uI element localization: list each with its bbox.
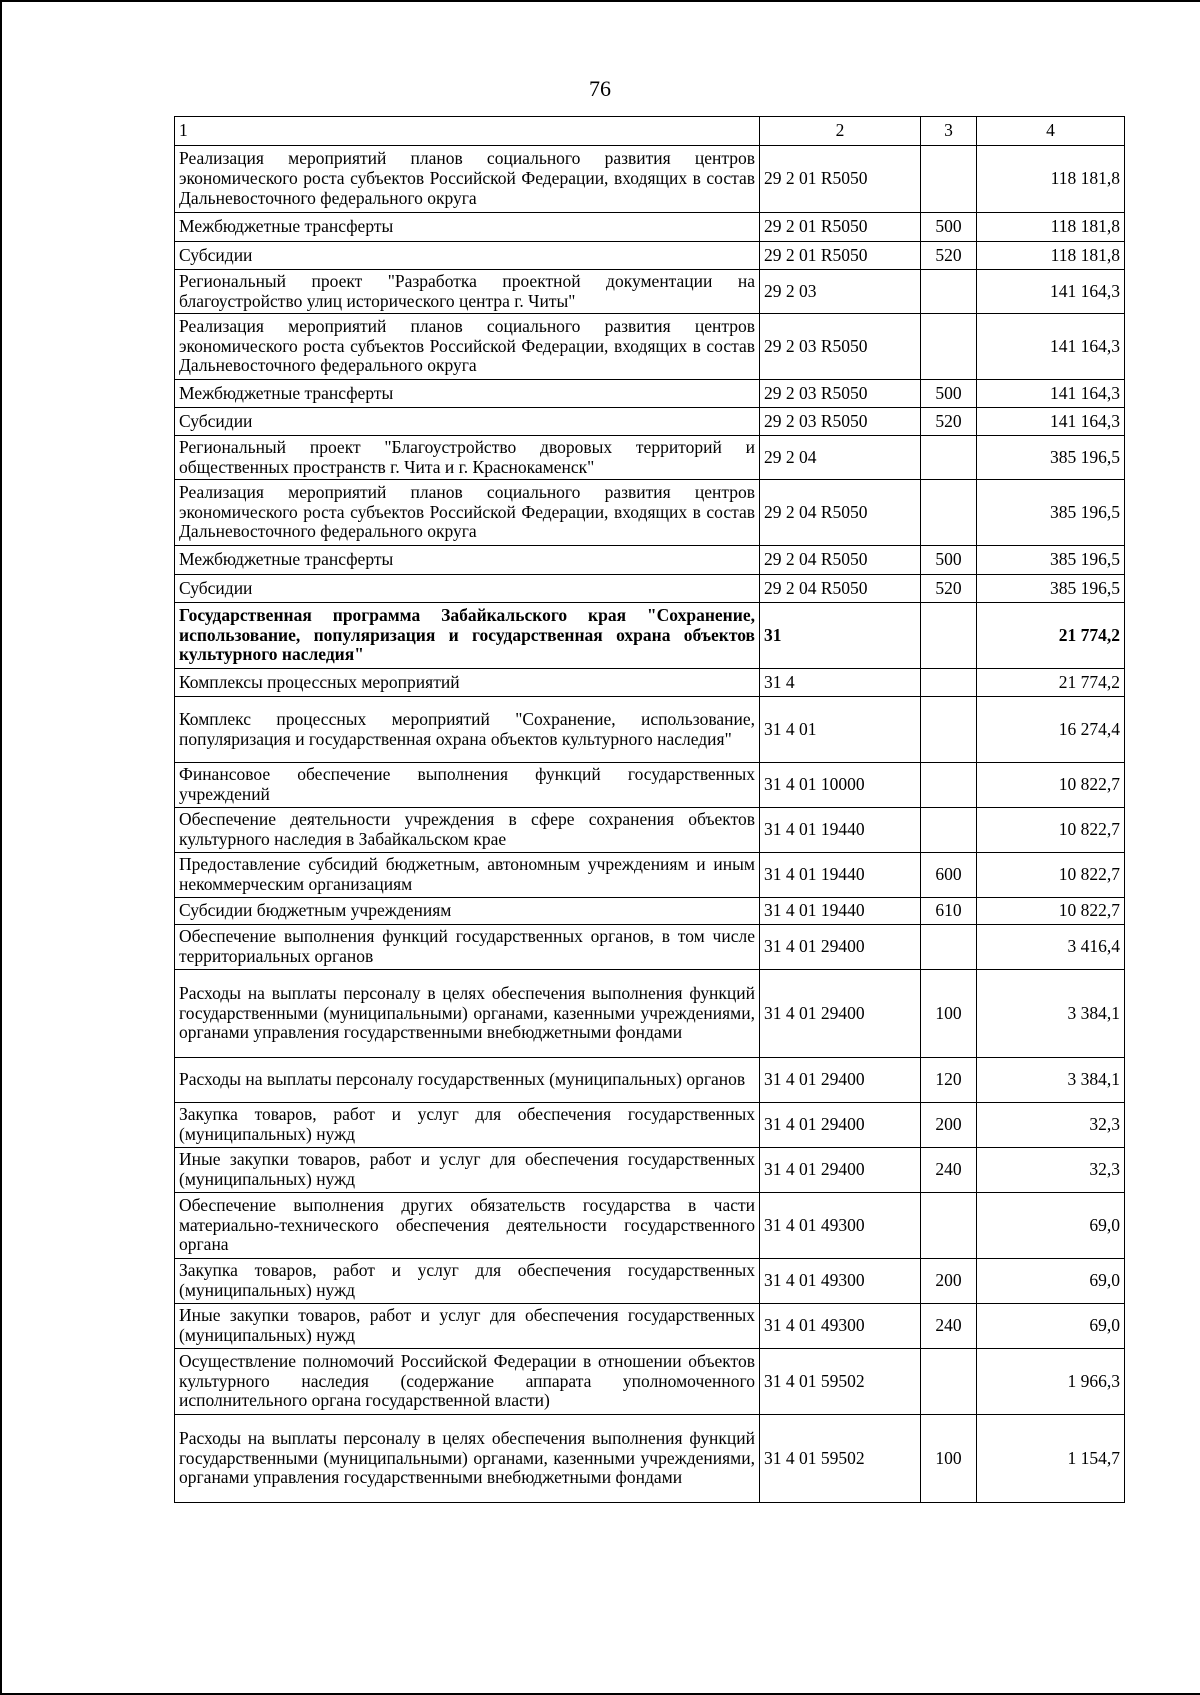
- row-code-cell: 31 4 01 49300: [760, 1193, 921, 1259]
- header-col-1: 1: [175, 117, 760, 146]
- row-code-cell: 31 4 01 19440: [760, 808, 921, 853]
- row-code-cell: 29 2 04 R5050: [760, 480, 921, 546]
- row-code-cell: 29 2 04: [760, 436, 921, 480]
- row-code-cell: 29 2 01 R5050: [760, 242, 921, 270]
- row-name-cell: Региональный проект "Благоустройство дворовых территорий и общественных пространств г. Чита и г. Краснокаменск": [175, 436, 760, 480]
- row-name-cell: Субсидии бюджетным учреждениям: [175, 898, 760, 925]
- row-code-cell: 31 4 01: [760, 697, 921, 763]
- row-code-cell: 29 2 04 R5050: [760, 546, 921, 575]
- header-col-4: 4: [977, 117, 1125, 146]
- row-amount-cell: 385 196,5: [977, 546, 1125, 575]
- row-amount-cell: 69,0: [977, 1259, 1125, 1304]
- table-row: [175, 1058, 1125, 1103]
- row-type-cell: [921, 925, 977, 970]
- row-amount-cell: 118 181,8: [977, 213, 1125, 242]
- row-type-cell: 520: [921, 408, 977, 436]
- table-row: [175, 1193, 1125, 1259]
- row-type-cell: [921, 314, 977, 380]
- row-name-cell: Обеспечение выполнения функций государственных органов, в том числе территориальных органов: [175, 925, 760, 970]
- row-code-cell: 29 2 04 R5050: [760, 575, 921, 603]
- table-row: [175, 408, 1125, 436]
- row-code-cell: 31 4 01 29400: [760, 1103, 921, 1148]
- row-amount-cell: 141 164,3: [977, 408, 1125, 436]
- row-amount-cell: 10 822,7: [977, 808, 1125, 853]
- row-code-cell: 31 4 01 29400: [760, 1148, 921, 1193]
- row-name-cell: Реализация мероприятий планов социального развития центров экономического роста субъектов Российской Федерации, входящих в состав Дальневосточного федерального округа: [175, 146, 760, 213]
- row-name-cell: Комплекс процессных мероприятий "Сохранение, использование, популяризация и государственная охрана объектов культурного наследия": [175, 697, 760, 763]
- table-row: [175, 213, 1125, 242]
- row-name-cell: Обеспечение выполнения других обязательств государства в части материально-технического обеспечения деятельности государственного органа: [175, 1193, 760, 1259]
- row-code-cell: 31: [760, 603, 921, 669]
- row-name-cell: Иные закупки товаров, работ и услуг для обеспечения государственных (муниципальных) нужд: [175, 1304, 760, 1349]
- row-amount-cell: 3 384,1: [977, 1058, 1125, 1103]
- header-row: [175, 117, 1125, 146]
- row-amount-cell: 385 196,5: [977, 436, 1125, 480]
- row-amount-cell: 32,3: [977, 1148, 1125, 1193]
- row-name-cell: Реализация мероприятий планов социального развития центров экономического роста субъектов Российской Федерации, входящих в состав Дальневосточного федерального округа: [175, 314, 760, 380]
- row-name-cell: Субсидии: [175, 575, 760, 603]
- row-amount-cell: 3 384,1: [977, 970, 1125, 1058]
- table-row: [175, 242, 1125, 270]
- header-col-3: 3: [921, 117, 977, 146]
- row-amount-cell: 10 822,7: [977, 763, 1125, 808]
- row-type-cell: 120: [921, 1058, 977, 1103]
- row-name-cell: Иные закупки товаров, работ и услуг для обеспечения государственных (муниципальных) нужд: [175, 1148, 760, 1193]
- table-row: [175, 436, 1125, 480]
- row-code-cell: 31 4 01 19440: [760, 898, 921, 925]
- table-row: [175, 603, 1125, 669]
- row-name-cell: Закупка товаров, работ и услуг для обеспечения государственных (муниципальных) нужд: [175, 1103, 760, 1148]
- table-row: [175, 808, 1125, 853]
- row-type-cell: 520: [921, 242, 977, 270]
- row-code-cell: 31 4 01 29400: [760, 970, 921, 1058]
- row-name-cell: Расходы на выплаты персоналу в целях обеспечения выполнения функций государственными (муниципальными) органами, казенными учреждениями, органами управления государственными внебюджетными фондами: [175, 970, 760, 1058]
- row-amount-cell: 385 196,5: [977, 480, 1125, 546]
- row-code-cell: 31 4 01 10000: [760, 763, 921, 808]
- row-code-cell: 31 4 01 29400: [760, 925, 921, 970]
- row-amount-cell: 32,3: [977, 1103, 1125, 1148]
- row-type-cell: [921, 270, 977, 314]
- row-code-cell: 29 2 01 R5050: [760, 146, 921, 213]
- table-header: [175, 117, 1125, 146]
- table-row: [175, 546, 1125, 575]
- table-row: [175, 1259, 1125, 1304]
- row-name-cell: Субсидии: [175, 242, 760, 270]
- table-row: [175, 270, 1125, 314]
- row-code-cell: 31 4 01 49300: [760, 1304, 921, 1349]
- table-row: [175, 480, 1125, 546]
- row-name-cell: Государственная программа Забайкальского края "Сохранение, использование, популяризация и государственная охрана объектов культурного наследия": [175, 603, 760, 669]
- table-row: [175, 1103, 1125, 1148]
- row-type-cell: [921, 669, 977, 697]
- row-code-cell: 29 2 03 R5050: [760, 380, 921, 408]
- row-code-cell: 31 4 01 29400: [760, 1058, 921, 1103]
- row-name-cell: Обеспечение деятельности учреждения в сфере сохранения объектов культурного наследия в Забайкальском крае: [175, 808, 760, 853]
- row-type-cell: [921, 697, 977, 763]
- row-amount-cell: 1 154,7: [977, 1415, 1125, 1503]
- row-code-cell: 29 2 03 R5050: [760, 408, 921, 436]
- page-number: 76: [589, 76, 611, 101]
- row-name-cell: Межбюджетные трансферты: [175, 546, 760, 575]
- table-row: [175, 1148, 1125, 1193]
- row-amount-cell: 10 822,7: [977, 853, 1125, 898]
- row-type-cell: 100: [921, 970, 977, 1058]
- row-amount-cell: 141 164,3: [977, 314, 1125, 380]
- row-name-cell: Расходы на выплаты персоналу государственных (муниципальных) органов: [175, 1058, 760, 1103]
- row-amount-cell: 385 196,5: [977, 575, 1125, 603]
- row-type-cell: [921, 808, 977, 853]
- row-type-cell: 500: [921, 380, 977, 408]
- row-amount-cell: 69,0: [977, 1304, 1125, 1349]
- row-code-cell: 29 2 01 R5050: [760, 213, 921, 242]
- row-name-cell: Межбюджетные трансферты: [175, 213, 760, 242]
- row-amount-cell: 141 164,3: [977, 380, 1125, 408]
- row-amount-cell: 16 274,4: [977, 697, 1125, 763]
- row-code-cell: 29 2 03 R5050: [760, 314, 921, 380]
- table-row: [175, 853, 1125, 898]
- row-amount-cell: 141 164,3: [977, 270, 1125, 314]
- row-amount-cell: 21 774,2: [977, 669, 1125, 697]
- row-code-cell: 31 4 01 59502: [760, 1415, 921, 1503]
- row-type-cell: 240: [921, 1148, 977, 1193]
- row-name-cell: Реализация мероприятий планов социального развития центров экономического роста субъектов Российской Федерации, входящих в состав Дальневосточного федерального округа: [175, 480, 760, 546]
- budget-table: [174, 116, 1125, 1503]
- table-row: [175, 669, 1125, 697]
- row-type-cell: [921, 1349, 977, 1415]
- row-name-cell: Субсидии: [175, 408, 760, 436]
- row-type-cell: [921, 480, 977, 546]
- row-amount-cell: 118 181,8: [977, 242, 1125, 270]
- table-row: [175, 697, 1125, 763]
- row-amount-cell: 69,0: [977, 1193, 1125, 1259]
- table-row: [175, 146, 1125, 213]
- row-type-cell: 600: [921, 853, 977, 898]
- row-type-cell: 520: [921, 575, 977, 603]
- row-name-cell: Осуществление полномочий Российской Федерации в отношении объектов культурного наследия (содержание аппарата уполномоченного исполнительного органа государственной власти): [175, 1349, 760, 1415]
- table-row: [175, 314, 1125, 380]
- row-name-cell: Закупка товаров, работ и услуг для обеспечения государственных (муниципальных) нужд: [175, 1259, 760, 1304]
- row-type-cell: [921, 603, 977, 669]
- table-row: [175, 1349, 1125, 1415]
- row-name-cell: Комплексы процессных мероприятий: [175, 669, 760, 697]
- row-name-cell: Региональный проект "Разработка проектной документации на благоустройство улиц исторического центра г. Читы": [175, 270, 760, 314]
- table-body: [175, 146, 1125, 1503]
- row-code-cell: 31 4: [760, 669, 921, 697]
- row-type-cell: 610: [921, 898, 977, 925]
- row-code-cell: 29 2 03: [760, 270, 921, 314]
- row-amount-cell: 118 181,8: [977, 146, 1125, 213]
- table-row: [175, 763, 1125, 808]
- row-type-cell: 100: [921, 1415, 977, 1503]
- table-row: [175, 1415, 1125, 1503]
- header-col-2: 2: [760, 117, 921, 146]
- row-code-cell: 31 4 01 59502: [760, 1349, 921, 1415]
- row-type-cell: [921, 436, 977, 480]
- table-row: [175, 970, 1125, 1058]
- row-amount-cell: 10 822,7: [977, 898, 1125, 925]
- row-amount-cell: 21 774,2: [977, 603, 1125, 669]
- row-name-cell: Предоставление субсидий бюджетным, автономным учреждениям и иным некоммерческим организациям: [175, 853, 760, 898]
- row-code-cell: 31 4 01 49300: [760, 1259, 921, 1304]
- table-row: [175, 925, 1125, 970]
- row-type-cell: [921, 146, 977, 213]
- table-row: [175, 898, 1125, 925]
- table-row: [175, 575, 1125, 603]
- row-type-cell: 500: [921, 546, 977, 575]
- table-row: [175, 380, 1125, 408]
- row-type-cell: 500: [921, 213, 977, 242]
- row-code-cell: 31 4 01 19440: [760, 853, 921, 898]
- row-name-cell: Межбюджетные трансферты: [175, 380, 760, 408]
- row-name-cell: Финансовое обеспечение выполнения функций государственных учреждений: [175, 763, 760, 808]
- row-type-cell: 240: [921, 1304, 977, 1349]
- row-name-cell: Расходы на выплаты персоналу в целях обеспечения выполнения функций государственными (муниципальными) органами, казенными учреждениями, органами управления государственными внебюджетными фондами: [175, 1415, 760, 1503]
- table-row: [175, 1304, 1125, 1349]
- row-type-cell: 200: [921, 1259, 977, 1304]
- row-amount-cell: 3 416,4: [977, 925, 1125, 970]
- row-amount-cell: 1 966,3: [977, 1349, 1125, 1415]
- row-type-cell: [921, 1193, 977, 1259]
- row-type-cell: 200: [921, 1103, 977, 1148]
- row-type-cell: [921, 763, 977, 808]
